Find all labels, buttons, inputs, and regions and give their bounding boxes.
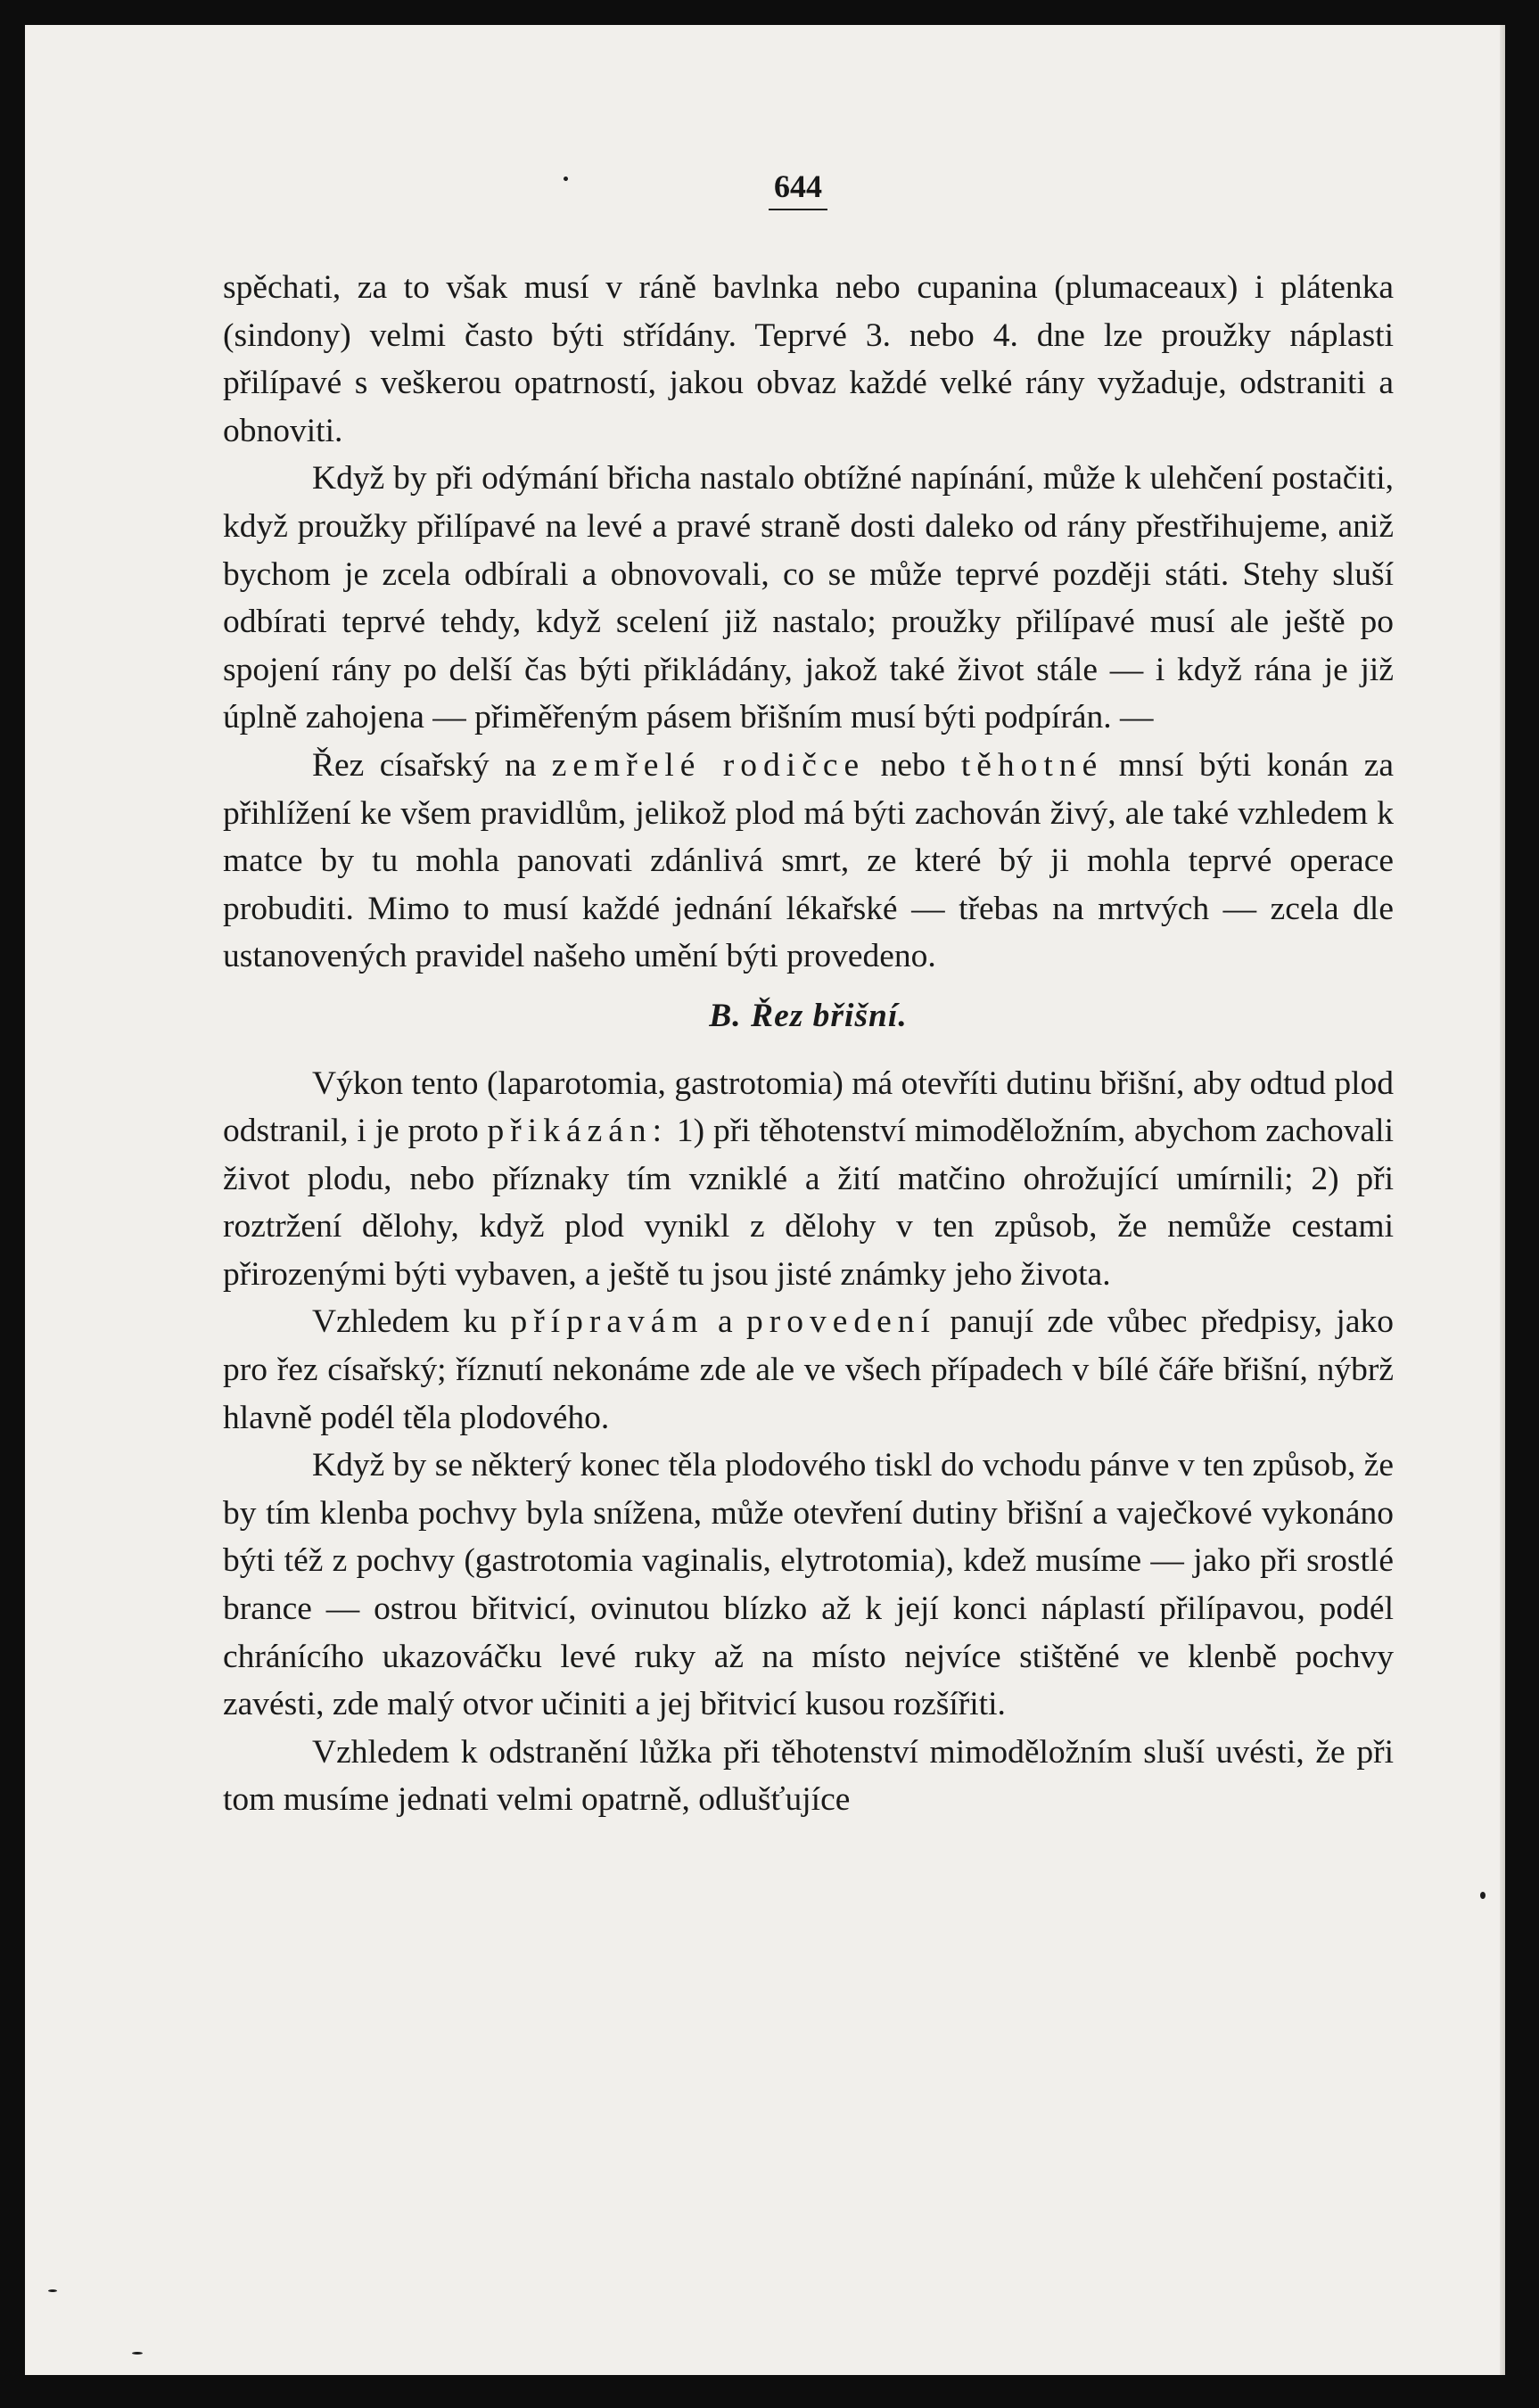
spaced-emphasis: provedení [746, 1303, 936, 1341]
text-run: mnsí býti konán za přihlížení ke všem pravidlům, jelikož plod má býti zachován živý, ale také vzhledem k matce by tu mohla panovati zdánlivá smrt, ze které bý ji mohla teprvé operace probuditi. Mimo to musí každé jednání lékařské — třebas na mrtvých — zcela dle ustanovených pravidel našeho umění býti provedeno. [223, 746, 1395, 975]
text-run: nebo [865, 746, 961, 784]
spaced-emphasis: přípravám [510, 1303, 704, 1341]
spaced-emphasis: přikázán: [487, 1113, 669, 1150]
body-text [223, 264, 1394, 1824]
section-heading [223, 992, 1394, 1040]
ink-speck [48, 2289, 57, 2292]
text-run: spěchati, za to však musí v ráně bavlnka nebo cupanina (plumaceaux) i plátenka (sindony) velmi často býti střídány. Teprvé 3. nebo 4. dne lze proužky náplasti přilípavé s veškerou opatrností, jakou obvaz každé velké rány vyžaduje, odstraniti a obnoviti. [223, 269, 1394, 449]
page-edge-shadow [1500, 25, 1505, 2375]
text-run: Řez císařský na [312, 746, 552, 784]
text-run: panují zde vůbec předpisy, jako pro řez císařský; říznutí nekonáme zde ale ve všech případech v bílé čáře břišní, nýbrž hlavně podél těla plodového. [223, 1303, 1394, 1436]
book-page [25, 25, 1505, 2375]
paragraph [223, 455, 1394, 742]
text-run: Vzhledem ku [312, 1303, 511, 1341]
spaced-emphasis: těhotné [960, 746, 1104, 784]
page-number-text: 644 [769, 168, 827, 210]
ink-speck [564, 177, 568, 181]
paragraph [223, 742, 1394, 981]
text-run: B. Řez břišní. [709, 997, 908, 1034]
page-number [25, 168, 1505, 210]
paragraph [223, 1442, 1394, 1729]
paragraph [223, 1060, 1394, 1299]
ink-speck [1480, 1892, 1486, 1899]
paragraph [223, 264, 1394, 455]
text-run: a [704, 1303, 747, 1341]
text-run: Když by se některý konec těla plodového tiskl do vchodu pánve v ten způsob, že by tím klenba pochvy byla snížena, může otevření dutiny břišní a vaječkové vykonáno býti též z pochvy (gastrotomia vaginalis, elytrotomia), kdež musíme — jako při srostlé brance — ostrou břitvicí, ovinutou blízko až k její konci náplastí přilípavou, podél chránícího ukazováčku levé ruky až na místo nejvíce stištěné ve klenbě pochvy zavésti, zde malý otvor učiniti a jej břitvicí kusou rozšířiti. [223, 1447, 1394, 1723]
spaced-emphasis: zemřelé rodičce [551, 746, 866, 784]
paragraph [223, 1298, 1394, 1442]
text-run: Vzhledem k odstranění lůžka při těhotenství mimoděložním sluší uvésti, že při tom musíme jednati velmi opatrně, odlušťujíce [223, 1733, 1394, 1819]
ink-speck [132, 2352, 143, 2355]
text-run: Výkon tento (laparotomia, gastrotomia) má otevříti dutinu břišní, aby odtud plod odstranil, i je proto [223, 1064, 1394, 1150]
paragraph [223, 1729, 1394, 1824]
text-run: 1) při těhotenství mimoděložním, abychom zachovali život plodu, nebo příznaky tím vzniklé a žití matčino ohrožující umírnili; 2) při roztržení dělohy, když plod vynikl z dělohy v ten způsob, že nemůže cestami přirozenými býti vybaven, a ještě tu jsou jisté známky jeho života. [223, 1113, 1395, 1293]
text-run: Když by při odýmání břicha nastalo obtížné napínání, může k ulehčení postačiti, když proužky přilípavé na levé a pravé straně dosti daleko od rány přestřihujeme, aniž bychom je zcela odbírali a obnovovali, co se může teprvé později státi. Stehy sluší odbírati teprvé tehdy, když scelení již nastalo; proužky přilípavé musí ale ještě po spojení rány po delší čas býti přikládány, jakož také život stále — i když rána je již úplně zahojena — přiměřeným pásem břišním musí býti podpírán. — [223, 460, 1394, 736]
